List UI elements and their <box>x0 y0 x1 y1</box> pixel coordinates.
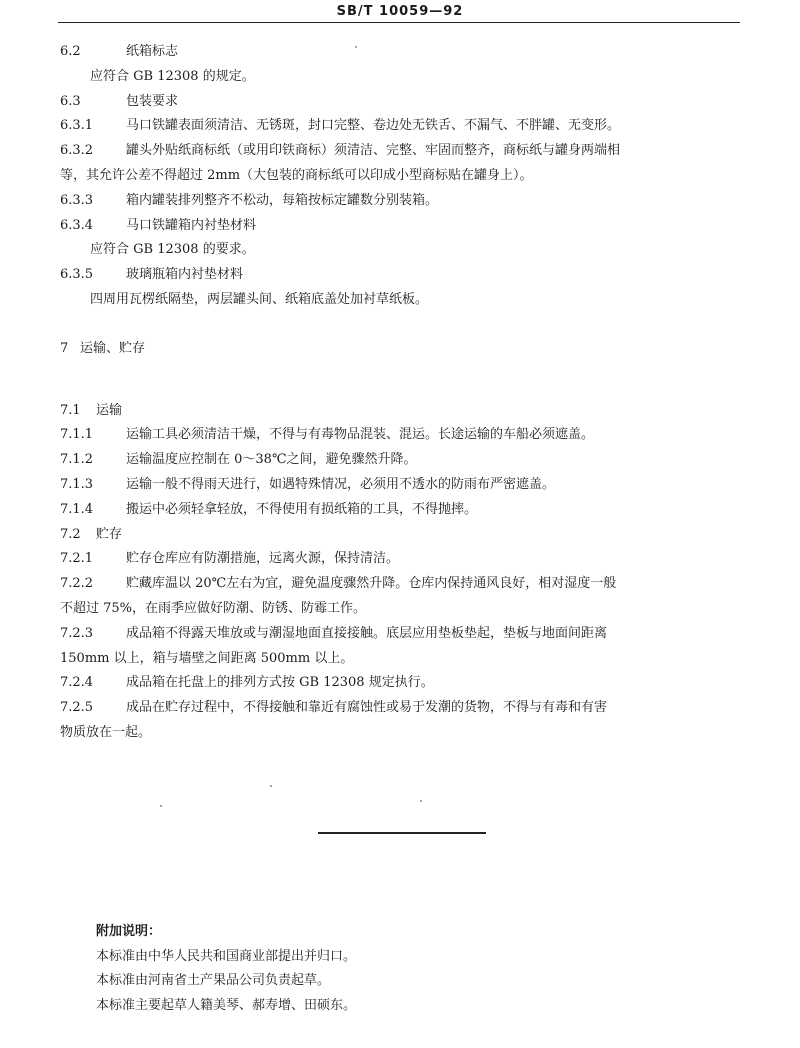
clause-number: 6.3.1 <box>60 118 94 134</box>
clause-7-2-1 <box>60 547 750 572</box>
scan-speck <box>420 800 422 802</box>
note-line: 本标准由中华人民共和国商业部提出并归口。 <box>96 948 357 964</box>
section-7-2-heading <box>60 523 750 548</box>
clause-7-1-3 <box>60 473 750 498</box>
clause-7-1-2 <box>60 448 750 473</box>
section-number: 7.2 <box>60 526 81 542</box>
clause-number: 6.3.4 <box>60 217 94 233</box>
section-title: 包装要求 <box>126 93 179 109</box>
section-number: 6.3 <box>60 93 81 109</box>
end-of-text-rule <box>318 832 486 834</box>
clause-text: 搬运中必须轻拿轻放，不得使用有损纸箱的工具，不得抛摔。 <box>126 501 478 517</box>
clause-6-3-3 <box>60 189 750 214</box>
section-6-2-heading <box>60 40 750 65</box>
clause-text: 运输一般不得雨天进行，如遇特殊情况，必须用不透水的防雨布严密遮盖。 <box>126 476 556 492</box>
clause-number: 7.1.1 <box>60 427 94 443</box>
section-title: 贮存 <box>96 526 123 542</box>
spacer <box>60 313 750 337</box>
clause-7-2-3 <box>60 622 750 647</box>
clause-number: 7.2.4 <box>60 675 94 691</box>
clause-number: 6.3.5 <box>60 267 94 283</box>
section-6-2-body: 应符合 GB 12308 的规定。 <box>90 68 255 84</box>
notes-title: 附加说明： <box>96 924 162 939</box>
note-line: 本标准由河南省土产果品公司负责起草。 <box>96 973 331 988</box>
clause-6-3-2-continued: 等，其允许公差不得超过 2mm（大包装的商标纸可以印成小型商标贴在罐身上）。 <box>60 167 533 183</box>
clause-text: 成品箱不得露天堆放或与潮湿地面直接接触。底层应用垫板垫起，垫板与地面间距离 <box>126 625 608 641</box>
clause-6-3-5-heading <box>60 263 750 288</box>
clause-7-2-4 <box>60 671 750 696</box>
clause-6-3-4-heading <box>60 214 750 239</box>
clause-6-3-1 <box>60 114 750 139</box>
clause-number: 7.2.3 <box>60 625 94 641</box>
clause-number: 6.3.2 <box>60 143 94 159</box>
chapter-7-heading <box>60 337 750 362</box>
clause-7-1-1 <box>60 423 750 448</box>
scan-speck <box>270 785 272 787</box>
clause-7-2-3-continued: 150mm 以上，箱与墙壁之间距离 500mm 以上。 <box>60 650 354 666</box>
clause-title: 玻璃瓶箱内衬垫材料 <box>126 267 244 283</box>
standard-code-header: SB/T 10059—92 <box>336 4 464 19</box>
clause-text: 箱内罐装排列整齐不松动，每箱按标定罐数分别装箱。 <box>126 192 439 208</box>
clause-text: 成品箱在托盘上的排列方式按 GB 12308 规定执行。 <box>126 675 434 691</box>
clause-text: 贮存仓库应有防潮措施，远离火源，保持清洁。 <box>126 551 400 567</box>
clause-7-1-4 <box>60 498 750 523</box>
clause-7-2-5 <box>60 696 750 721</box>
clause-6-3-2 <box>60 139 750 164</box>
clause-6-3-4-body: 应符合 GB 12308 的要求。 <box>90 242 255 258</box>
chapter-number: 7 <box>60 340 69 356</box>
clause-text: 贮藏库温以 20℃左右为宜，避免温度骤然升降。仓库内保持通风良好，相对湿度一般 <box>126 576 617 592</box>
clause-7-2-2 <box>60 572 750 597</box>
section-7-1-heading <box>60 399 750 424</box>
clause-title: 马口铁罐箱内衬垫材料 <box>126 217 257 233</box>
section-title: 运输 <box>96 402 123 418</box>
additional-notes <box>96 920 356 1018</box>
clause-text: 成品在贮存过程中，不得接触和靠近有腐蚀性或易于发潮的货物，不得与有毒和有害 <box>126 700 608 716</box>
chapter-title: 运输、贮存 <box>80 340 146 356</box>
scan-speck <box>355 46 357 48</box>
clause-text: 运输工具必须清洁干燥，不得与有毒物品混装、混运。长途运输的车船必须遮盖。 <box>126 427 595 443</box>
document-body <box>60 40 750 746</box>
section-6-3-heading <box>60 90 750 115</box>
clause-text: 马口铁罐表面须清洁、无锈斑，封口完整、卷边处无铁舌、不漏气、不胖罐、无变形。 <box>126 118 621 134</box>
clause-7-2-5-continued: 物质放在一起。 <box>60 724 152 740</box>
clause-number: 7.2.2 <box>60 576 94 592</box>
section-number: 7.1 <box>60 402 81 418</box>
header-rule <box>58 22 740 23</box>
clause-text: 罐头外贴纸商标纸（或用印铁商标）须清洁、完整、牢固而整齐，商标纸与罐身两端相 <box>126 143 621 159</box>
clause-number: 6.3.3 <box>60 192 94 208</box>
clause-number: 7.1.4 <box>60 501 94 517</box>
clause-7-2-2-continued: 不超过 75%，在雨季应做好防潮、防锈、防霉工作。 <box>60 600 367 616</box>
note-line: 本标准主要起草人籍美琴、郝寿增、田硕东。 <box>96 997 357 1013</box>
clause-number: 7.2.5 <box>60 700 94 716</box>
clause-number: 7.1.3 <box>60 476 94 492</box>
clause-text: 运输温度应控制在 0～38℃之间，避免骤然升降。 <box>126 452 417 468</box>
clause-number: 7.2.1 <box>60 551 94 567</box>
clause-6-3-5-body: 四周用瓦楞纸隔垫，两层罐头间、纸箱底盖处加衬草纸板。 <box>90 291 429 307</box>
clause-number: 7.1.2 <box>60 452 94 468</box>
section-number: 6.2 <box>60 44 81 59</box>
spacer <box>60 362 750 399</box>
scan-speck <box>160 805 162 807</box>
section-title: 纸箱标志 <box>126 44 179 59</box>
